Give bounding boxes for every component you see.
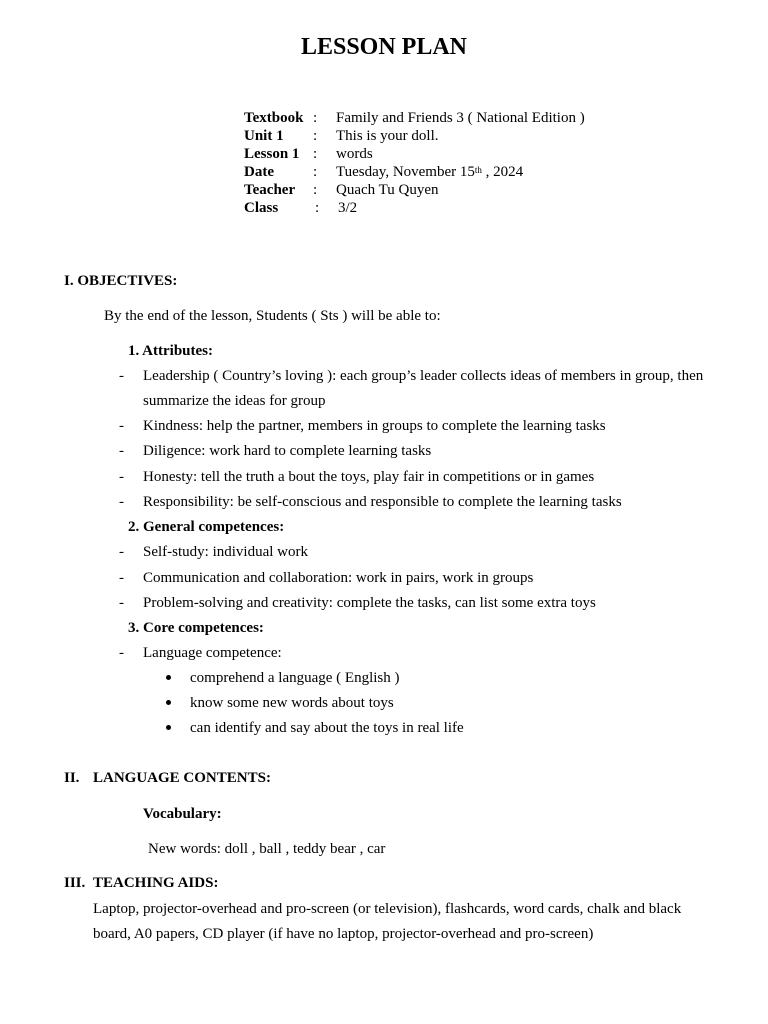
list-dash: - (119, 570, 124, 586)
info-label-teacher: Teacher (244, 182, 296, 198)
info-colon: : (313, 128, 318, 144)
list-dash: - (119, 469, 124, 485)
list-dash: - (119, 418, 124, 434)
info-value-date (336, 163, 523, 181)
bullet-icon (166, 700, 171, 705)
info-colon: : (313, 182, 318, 198)
attribute-item: Kindness: help the partner, members in groups to complete the learning tasks (143, 418, 606, 434)
core-item: Language competence: (143, 645, 282, 661)
list-dash: - (119, 544, 124, 560)
core-bullet-item: know some new words about toys (190, 695, 394, 711)
aids-numeral: III. (64, 875, 86, 891)
attributes-heading: 1. Attributes: (128, 343, 213, 359)
new-words: New words: doll , ball , teddy bear , car (148, 841, 386, 857)
attribute-item: Honesty: tell the truth a bout the toys, play fair in competitions or in games (143, 469, 595, 485)
core-competences-heading: 3. Core competences: (128, 620, 264, 636)
aids-text-line: board, A0 papers, CD player (if have no laptop, projector-overhead and pro-screen) (93, 926, 594, 942)
info-label-date: Date (244, 164, 274, 180)
date-text: Tuesday, November 15 (336, 164, 475, 180)
bullet-icon (166, 675, 171, 680)
vocabulary-heading: Vocabulary: (143, 806, 222, 822)
core-bullet-item: comprehend a language ( English ) (190, 670, 400, 686)
bullet-icon (166, 725, 171, 730)
info-value-textbook: Family and Friends 3 ( National Edition ) (336, 110, 585, 126)
info-colon: : (313, 110, 318, 126)
list-dash: - (119, 645, 124, 661)
list-dash: - (119, 443, 124, 459)
language-heading: LANGUAGE CONTENTS: (93, 770, 271, 786)
info-label-class: Class (244, 200, 279, 216)
info-value-class: 3/2 (338, 200, 358, 216)
info-colon: : (313, 164, 318, 180)
list-dash: - (119, 368, 124, 384)
aids-text-line: Laptop, projector-overhead and pro-screen (or television), flashcards, word cards, chalk and black (93, 901, 682, 917)
objectives-heading: I. OBJECTIVES: (64, 273, 178, 289)
general-item: Self-study: individual work (143, 544, 308, 560)
general-item: Communication and collaboration: work in pairs, work in groups (143, 570, 534, 586)
attribute-item: Diligence: work hard to complete learning tasks (143, 443, 432, 459)
core-bullet-item: can identify and say about the toys in real life (190, 720, 464, 736)
language-numeral: II. (64, 770, 80, 786)
attribute-item: summarize the ideas for group (143, 393, 326, 409)
info-value-teacher: Quach Tu Quyen (336, 182, 439, 198)
general-competences-heading: 2. General competences: (128, 519, 285, 535)
date-superscript: th (474, 165, 482, 175)
general-item: Problem-solving and creativity: complete the tasks, can list some extra toys (143, 595, 596, 611)
attribute-item: Leadership ( Country’s loving ): each group’s leader collects ideas of members in group, then (143, 368, 704, 384)
info-label-unit: Unit 1 (244, 128, 284, 144)
info-label-lesson: Lesson 1 (244, 146, 300, 162)
info-colon: : (313, 146, 318, 162)
info-label-textbook: Textbook (244, 110, 304, 126)
date-year: , 2024 (481, 164, 524, 180)
list-dash: - (119, 595, 124, 611)
info-value-lesson: words (336, 146, 373, 162)
info-colon: : (315, 200, 320, 216)
info-value-unit: This is your doll. (336, 128, 439, 144)
list-dash: - (119, 494, 124, 510)
aids-heading: TEACHING AIDS: (93, 875, 219, 891)
objectives-intro: By the end of the lesson, Students ( Sts ) will be able to: (104, 308, 441, 324)
attribute-item: Responsibility: be self-conscious and responsible to complete the learning tasks (143, 494, 622, 510)
page-title: LESSON PLAN (300, 34, 468, 60)
